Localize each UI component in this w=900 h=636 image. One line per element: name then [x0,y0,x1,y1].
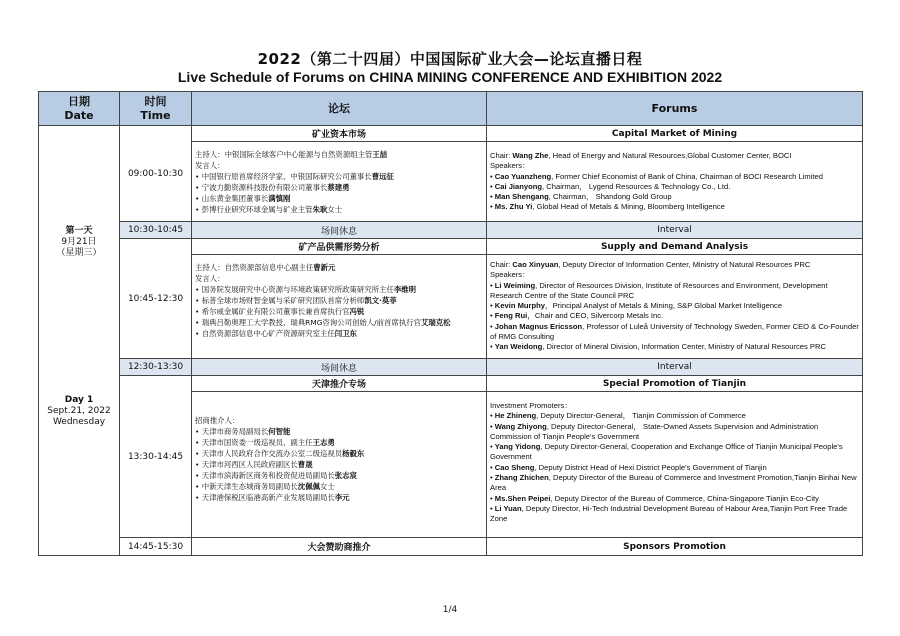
text-span: , Chairman， Lygend Resources & Technology Co., Ltd. [542,181,731,191]
text-span: Ms.Shen Peipei [494,493,551,503]
text-span: Feng Rui [494,311,528,321]
text-span: • 山东黄金集团董事长 [195,194,269,203]
text-span: • 中国银行原首席经济学家、中银国际研究公司董事长 [195,172,372,181]
speaker-en [490,202,859,212]
speaker-en [490,401,859,411]
speaker-zh [195,481,483,492]
text-span: , Director of Mineral Division, Information Center, Ministry of Natural Resources PRC [542,342,826,352]
day-date-zh: 9月21日 [61,237,97,247]
speaker-en [490,151,859,161]
text-span: Speakers： [490,270,530,280]
speaker-zh [195,160,483,171]
page-number: 1/4 [442,605,458,615]
speaker-zh [195,415,483,426]
day-weekday-en: Wednesday [52,417,106,427]
text-span: 张志宸 [334,471,357,480]
text-span: 女士 [327,205,343,214]
speaker-en [490,442,859,463]
speaker-en [490,301,859,311]
speaker-zh [195,273,483,284]
text-span: 曹远征 [371,172,394,181]
speaker-zh [195,262,483,273]
page-title-zh: 2022（第二十四届）中国国际矿业大会—论坛直播日程 [257,50,643,68]
text-span: 李元 [334,493,350,502]
session-title-zh: 大会赞助商推介 [192,538,487,556]
text-span: , Deputy Director, Hi-Tech Industrial Development Bureau of Habour Area,Tianjin Port Free Trade Zone [490,503,848,524]
interval-label-zh: 场间休息 [192,359,487,376]
text-span: , Deputy Director-General, Cooperation and Exchange Office of Tianjin Municipal People's Government [490,442,843,462]
text-span: • 宁波力勤资源科技股份有限公司董事长 [195,183,328,192]
day-weekday-zh: （星期三） [56,248,102,258]
text-span: , Chairman， Shandong Gold Group [548,192,672,202]
speaker-en [490,411,859,421]
text-span: 曹新元 [313,263,336,272]
day-label-en: Day 1 [64,395,94,405]
text-span: • 天津市国资委一级巡视员、副主任 [195,438,313,447]
text-span: • [490,301,495,311]
speaker-en [490,322,859,343]
session-details-zh [192,142,487,222]
header-date [39,92,120,126]
text-span: • [490,421,495,431]
speaker-zh [195,448,483,459]
text-span: ，Principal Analyst of Metals & Mining, S&P Global Market Intelligence [545,301,783,311]
speaker-zh [195,437,483,448]
text-span: 艾瑞克松 [421,318,451,327]
speaker-en [490,342,859,352]
session-details-zh [192,392,487,538]
text-span: 闫卫东 [334,329,357,338]
speaker-zh [195,149,483,160]
text-span: • 天津市商务局副局长 [195,427,269,436]
text-span: Date [64,108,94,122]
interval-time: 10:30-10:45 [120,222,192,239]
text-span: • 彭博行业研究环球金属与矿业主管 [195,205,313,214]
session-title-row [39,376,863,392]
text-span: Time [140,108,171,122]
speaker-en [490,182,859,192]
text-span: , Deputy Director-General， Tianjin Commission of Commerce [536,411,746,421]
text-span: 何智能 [268,427,291,436]
text-span: , Professor of Luleå University of Technology Sweden, Former CEO & Co-Founder of RMG Consulting [490,321,859,342]
text-span: • [490,321,495,331]
session-title-row [39,239,863,255]
speaker-zh [195,492,483,503]
text-span: • [490,473,495,483]
text-span: Zhang Zhichen [494,473,549,483]
speaker-zh [195,171,483,182]
text-span: • 天津市人民政府合作交流办公室二级巡视员 [195,449,343,458]
text-span: ，Chair and CEO, Silvercorp Metals Inc. [527,311,664,321]
text-span: Man Shengang [494,192,549,202]
text-span: • [490,411,495,421]
text-span: 沈佩佩 [297,482,320,491]
session-details-en [487,142,863,222]
speaker-zh [195,426,483,437]
header-forum-zh: 论坛 [192,92,487,126]
text-span: 曹晟 [297,460,313,469]
text-span: Cao Sheng [494,462,535,472]
speaker-zh [195,328,483,339]
day-cell [39,126,120,556]
session-time: 14:45-15:30 [120,538,192,556]
text-span: Cai Jianyong [494,181,543,191]
text-span: 日期 [68,94,90,108]
speaker-en [490,504,859,525]
text-span: Johan Magnus Ericsson [494,321,583,331]
session-details-zh [192,255,487,359]
header-row [39,92,863,126]
interval-time: 12:30-13:30 [120,359,192,376]
session-title-en: Capital Market of Mining [487,126,863,142]
speaker-en [490,192,859,202]
speaker-en [490,172,859,182]
text-span: 杨毅东 [342,449,365,458]
text-span: 发言人： [195,274,225,283]
header-time [120,92,192,126]
text-span: • [490,181,495,191]
speaker-en [490,260,859,270]
header-forum-en: Forums [487,92,863,126]
text-span: • [490,342,495,352]
text-span: 李维明 [393,285,417,294]
session-title-zh: 矿业资本市场 [192,126,487,142]
text-span: • 天津市河西区人民政府副区长 [195,460,298,469]
session-title-row [39,538,863,556]
session-title-en: Sponsors Promotion [487,538,863,556]
speaker-zh [195,204,483,215]
speaker-en [490,422,859,443]
session-time: 13:30-14:45 [120,376,192,538]
text-span: 冯锐 [349,307,365,316]
text-span: Li Yuan [494,503,522,513]
speaker-zh [195,306,483,317]
text-span: , Global Head of Metals & Mining, Bloomberg Intelligence [532,202,725,212]
text-span: , Director of Resources Division, Institute of Resources and Environment, Development Research Centre of the State Council PRC [490,280,828,300]
session-title-zh: 矿产品供需形势分析 [192,239,487,255]
interval-label-en: Interval [487,359,863,376]
text-span: • [490,503,495,513]
session-details-en [487,255,863,359]
text-span: Investment Promoters： [490,401,572,410]
text-span: • [490,493,495,503]
text-span: Chair: [490,260,513,269]
text-span: Speakers： [490,161,530,171]
text-span: • 天津市滨海新区商务和投资促进局副局长 [195,471,335,480]
text-span: , Deputy Director of Information Center, Ministry of Natural Resources PRC [558,260,811,269]
text-span: • 自然资源部信息中心矿产资源研究室主任 [195,329,335,338]
text-span: , Deputy Director-General， State-Owned Assets Supervision and Administration Commission of Tianjin People's Government [490,421,819,441]
interval-row [39,359,863,376]
interval-label-en: Interval [487,222,863,239]
speaker-en [490,463,859,473]
speaker-en [490,281,859,302]
speaker-en [490,311,859,321]
session-time: 09:00-10:30 [120,126,192,222]
page-title-en: Live Schedule of Forums on CHINA MINING CONFERENCE AND EXHIBITION 2022 [177,69,723,85]
speaker-zh [195,193,483,204]
interval-label-zh: 场间休息 [192,222,487,239]
text-span: • [490,311,495,321]
session-title-en: Special Promotion of Tianjin [487,376,863,392]
session-title-en: Supply and Demand Analysis [487,239,863,255]
speaker-zh [195,470,483,481]
day-label-zh: 第一天 [65,226,93,236]
text-span: Yang Yidong [494,442,541,452]
text-span: Wang Zhiyong [494,421,547,431]
interval-row [39,222,863,239]
text-span: • 中新天津生态城商务局副局长 [195,482,298,491]
text-span: Cao Yuanzheng [494,171,552,181]
text-span: 凯文·莫菲 [364,296,397,305]
speaker-en [490,494,859,504]
text-span: , Deputy Director of the Bureau of Commerce and Investment Promotion,Tianjin Binhai New Area [490,473,857,493]
schedule-table [38,91,863,556]
text-span: 王喆 [372,150,388,159]
text-span: • [490,171,495,181]
text-span: 发言人： [195,161,225,170]
text-span: 王志勇 [312,438,335,447]
session-details-en [487,392,863,538]
text-span: • [490,202,495,212]
text-span: • [490,280,495,290]
text-span: • 天津港保税区临港高新产业发展局副局长 [195,493,335,502]
session-time: 10:45-12:30 [120,239,192,359]
speaker-zh [195,295,483,306]
text-span: Chair: [490,151,513,160]
text-span: 女士 [319,482,335,491]
speaker-en [490,161,859,171]
text-span: • 国务院发展研究中心资源与环境政策研究所政策研究所主任 [195,285,394,294]
text-span: Yan Weidong [494,342,543,352]
text-span: , Head of Energy and Natural Resources,Global Customer Center, BOCI [548,151,792,160]
text-span: , Deputy District Head of Hexi District People's Government of Tianjin [534,462,767,472]
text-span: • 希尔威金属矿业有限公司董事长兼首席执行官 [195,307,350,316]
text-span: Wang Zhe [512,151,549,160]
text-span: , Deputy Director of the Bureau of Commerce, China-Singapore Tianjin Eco-City [550,493,819,503]
text-span: 时间 [144,94,167,108]
text-span: • 瑞典吕勒奥理工大学教授、瑞典RMG咨询公司创始人/前首席执行官 [195,318,421,327]
text-span: 满慎刚 [268,194,291,203]
text-span: Cao Xinyuan [512,260,559,269]
speaker-zh [195,182,483,193]
text-span: • [490,442,495,452]
text-span: Ms. Zhu Yi [494,202,533,212]
text-span: He Zhineng [494,411,537,421]
speaker-en [490,270,859,280]
speaker-en [490,473,859,494]
text-span: 招商推介人： [195,416,240,425]
text-span: Kevin Murphy [494,301,545,311]
speaker-zh [195,459,483,470]
text-span: 朱耿 [312,205,328,214]
text-span: 蔡建勇 [327,183,350,192]
text-span: • 标普全球市场财智金属与采矿研究团队首席分析师 [195,296,365,305]
text-span: • [490,192,495,202]
text-span: 主持人：自然资源部信息中心副主任 [195,263,314,272]
session-title-row [39,126,863,142]
text-span: Li Weiming [494,280,536,290]
text-span: • [490,462,495,472]
text-span: , Former Chief Economist of Bank of China, Chairman of BOCI Research Limited [551,171,823,181]
session-title-zh: 天津推介专场 [192,376,487,392]
speaker-zh [195,284,483,295]
text-span: 主持人：中银国际全球客户中心能源与自然资源组主管 [195,150,373,159]
speaker-zh [195,317,483,328]
day-date-en: Sept.21, 2022 [47,406,111,416]
